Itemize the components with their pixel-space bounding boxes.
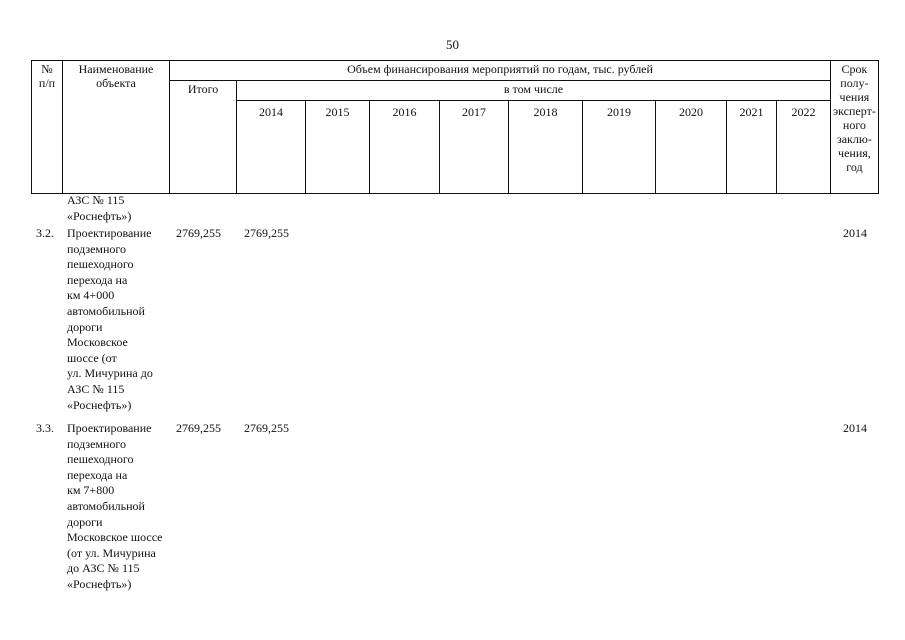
header-year-2019: 2019 (583, 101, 656, 194)
header-deadline (831, 61, 879, 194)
header-object-name-text: Наименование объекта (78, 62, 154, 90)
name-line: автомобильной (67, 498, 145, 513)
name-line: подземного (67, 436, 127, 451)
continuation-name (67, 193, 131, 224)
name-line: дороги (67, 514, 103, 529)
name-line: Московское (67, 335, 128, 350)
header-year-2022: 2022 (777, 101, 831, 194)
header-total: Итого (170, 81, 237, 194)
header-year-2017: 2017 (440, 101, 509, 194)
name-line: «Роснефть») (67, 397, 132, 412)
row-total: 2769,255 (176, 421, 221, 435)
name-line: км 7+800 (67, 483, 115, 498)
header-funding: Объем финансирования мероприятий по годам, тыс. рублей (170, 61, 831, 81)
name-line: до АЗС № 115 (67, 561, 140, 576)
header-deadline-text: Срок полу- чения эксперт- ного заклю- чения, год (833, 62, 876, 174)
header-year-2015: 2015 (306, 101, 370, 194)
row-deadline: 2014 (843, 421, 867, 435)
name-line: (от ул. Мичурина (67, 545, 156, 560)
name-line: перехода на (67, 467, 128, 482)
row-object-name (67, 421, 163, 593)
page-number: 50 (446, 37, 459, 52)
continuation-line: АЗС № 115 (67, 193, 125, 207)
row-2014-value: 2769,255 (244, 421, 289, 435)
row-number: 3.3. (36, 421, 54, 435)
row-2014-value: 2769,255 (244, 226, 289, 240)
continuation-line: «Роснефть») (67, 208, 132, 223)
header-number (32, 61, 63, 194)
name-line: Проектирование (67, 226, 152, 240)
header-year-2020: 2020 (656, 101, 727, 194)
name-line: «Роснефть») (67, 576, 132, 591)
table-header (31, 60, 879, 194)
header-including: в том числе (237, 81, 831, 101)
name-line: подземного (67, 241, 127, 256)
name-line: АЗС № 115 (67, 381, 125, 396)
name-line: автомобильной (67, 303, 145, 318)
header-year-2016: 2016 (370, 101, 440, 194)
row-deadline: 2014 (843, 226, 867, 240)
header-year-2021: 2021 (727, 101, 777, 194)
header-number-text: № п/п (38, 62, 56, 90)
name-line: дороги (67, 319, 103, 334)
header-year-2014: 2014 (237, 101, 306, 194)
name-line: км 4+000 (67, 288, 115, 303)
name-line: шоссе (от (67, 350, 117, 365)
name-line: ул. Мичурина до (67, 366, 153, 381)
name-line: Проектирование (67, 421, 152, 435)
name-line: пешеходного (67, 452, 134, 467)
row-object-name (67, 226, 153, 413)
name-line: Московское шоссе (67, 530, 163, 545)
header-year-2018: 2018 (509, 101, 583, 194)
name-line: перехода на (67, 272, 128, 287)
row-number: 3.2. (36, 226, 54, 240)
header-object-name (63, 61, 170, 194)
name-line: пешеходного (67, 257, 134, 272)
row-total: 2769,255 (176, 226, 221, 240)
